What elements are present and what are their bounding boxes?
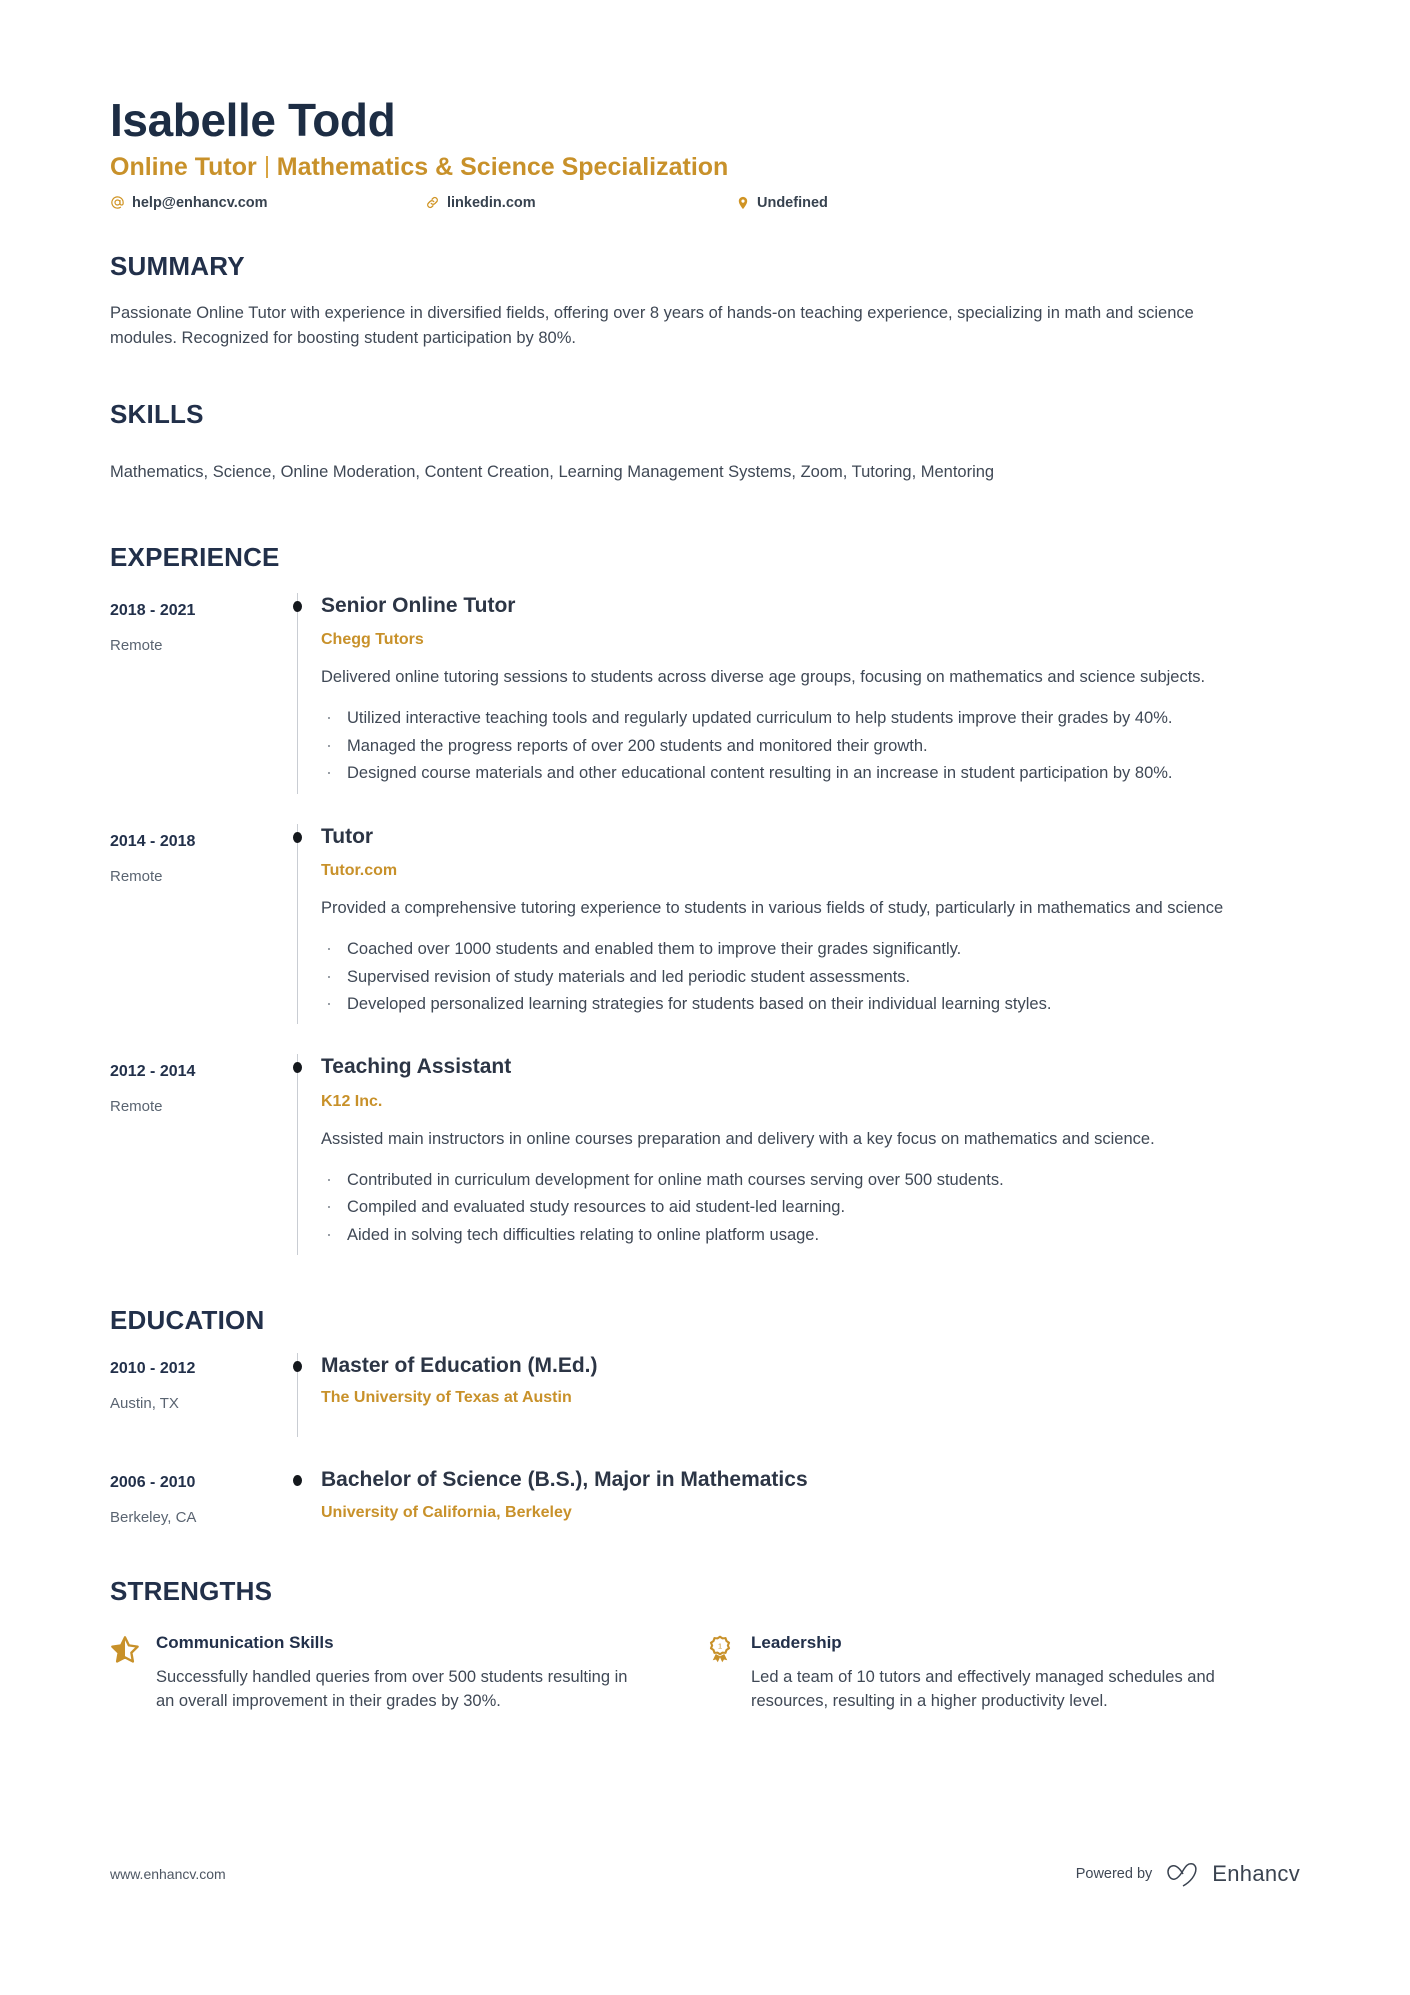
strength-description: Successfully handled queries from over 500 students resulting in an overall improvement in their grades by 30%. bbox=[156, 1667, 628, 1710]
experience-role: Teaching Assistant bbox=[321, 1055, 512, 1079]
summary-heading: SUMMARY bbox=[110, 250, 245, 281]
experience-dates: 2018 - 2021 bbox=[110, 601, 196, 619]
list-item: · Coached over 1000 students and enabled them to improve their grades significantly. bbox=[321, 937, 1300, 961]
list-item: · Developed personalized learning strategies for students based on their individual learning styles. bbox=[321, 992, 1300, 1016]
timeline-line bbox=[297, 1054, 298, 1255]
enhancv-mark-icon bbox=[1163, 1861, 1203, 1887]
strength-text-block bbox=[751, 1633, 1240, 1730]
strength-title: Leadership bbox=[751, 1633, 842, 1653]
powered-by-label: Powered by bbox=[1075, 1866, 1153, 1882]
education-body bbox=[321, 1467, 1300, 1526]
strength-description: Led a team of 10 tutors and effectively managed schedules and resources, resulting in a higher productivity level. bbox=[751, 1667, 1215, 1710]
education-body bbox=[321, 1353, 1300, 1437]
summary-section bbox=[110, 251, 1300, 351]
timeline-rail bbox=[285, 1353, 321, 1437]
powered-by-block bbox=[1076, 1861, 1300, 1887]
experience-dates: 2012 - 2014 bbox=[110, 1063, 196, 1081]
experience-entry bbox=[110, 593, 1300, 794]
contact-email[interactable] bbox=[110, 195, 425, 211]
timeline-dot bbox=[293, 1475, 302, 1486]
resume-header bbox=[110, 96, 1300, 211]
strengths-grid bbox=[110, 1633, 1300, 1730]
timeline-dot bbox=[293, 601, 302, 612]
education-heading: EDUCATION bbox=[110, 1305, 265, 1336]
experience-location: Remote bbox=[110, 867, 163, 885]
contact-location-text: Undefined bbox=[757, 194, 828, 211]
strengths-section bbox=[110, 1576, 1300, 1730]
experience-entry bbox=[110, 1054, 1300, 1255]
list-item: · Contributed in curriculum development for online math courses serving over 500 students. bbox=[321, 1168, 1300, 1192]
timeline-rail bbox=[285, 824, 321, 1025]
experience-description: Assisted main instructors in online courses preparation and delivery with a key focus on mathematics and science. bbox=[321, 1129, 1155, 1148]
education-location: Austin, TX bbox=[110, 1395, 179, 1413]
experience-body bbox=[321, 593, 1300, 794]
experience-list bbox=[110, 593, 1300, 1255]
summary-text: Passionate Online Tutor with experience in diversified fields, offering over 8 years of hands-on teaching experience, specializing in math and science modules. Recognized for boosting student participation by 80%. bbox=[110, 303, 1194, 347]
candidate-headline bbox=[110, 152, 1300, 182]
experience-role: Tutor bbox=[321, 824, 374, 848]
education-entry bbox=[110, 1353, 1300, 1437]
experience-dates: 2014 - 2018 bbox=[110, 832, 196, 850]
education-dates: 2010 - 2012 bbox=[110, 1360, 196, 1378]
svg-text:1: 1 bbox=[717, 1641, 723, 1651]
experience-company: K12 Inc. bbox=[321, 1092, 383, 1110]
timeline-dot bbox=[293, 1062, 302, 1073]
resume-content bbox=[110, 96, 1300, 1730]
experience-heading: EXPERIENCE bbox=[110, 541, 280, 572]
education-section bbox=[110, 1305, 1300, 1526]
experience-company: Chegg Tutors bbox=[321, 631, 424, 649]
experience-location: Remote bbox=[110, 636, 163, 654]
timeline-rail bbox=[285, 1054, 321, 1255]
education-degree: Master of Education (M.Ed.) bbox=[321, 1354, 598, 1378]
experience-meta bbox=[110, 593, 285, 794]
experience-section bbox=[110, 542, 1300, 1255]
award-ribbon-icon bbox=[705, 1633, 751, 1730]
strength-text-block bbox=[156, 1633, 645, 1730]
experience-body bbox=[321, 1054, 1300, 1255]
education-degree: Bachelor of Science (B.S.), Major in Mathematics bbox=[321, 1468, 808, 1492]
timeline-rail bbox=[285, 593, 321, 794]
education-list bbox=[110, 1353, 1300, 1526]
enhancv-logo bbox=[1163, 1861, 1300, 1887]
timeline-dot bbox=[293, 832, 302, 843]
half-star-icon bbox=[110, 1633, 156, 1730]
list-item: · Managed the progress reports of over 200 students and monitored their growth. bbox=[321, 734, 1300, 758]
location-pin-icon bbox=[735, 195, 750, 210]
timeline-dot bbox=[293, 1361, 302, 1372]
list-item: · Supervised revision of study materials and led periodic student assessments. bbox=[321, 965, 1300, 989]
strengths-heading: STRENGTHS bbox=[110, 1576, 273, 1607]
skills-section bbox=[110, 399, 1300, 485]
contact-linkedin-text: linkedin.com bbox=[447, 194, 536, 211]
contact-location bbox=[735, 195, 828, 211]
link-icon bbox=[425, 195, 440, 210]
education-entry bbox=[110, 1467, 1300, 1526]
headline-role: Online Tutor bbox=[110, 152, 257, 181]
timeline-rail bbox=[285, 1467, 321, 1526]
contact-email-text: help@enhancv.com bbox=[132, 194, 268, 211]
education-school: University of California, Berkeley bbox=[321, 1503, 572, 1521]
timeline-line bbox=[297, 593, 298, 794]
experience-bullets bbox=[321, 937, 1300, 1016]
list-item: · Designed course materials and other educational content resulting in an increase in student participation by 80%. bbox=[321, 761, 1300, 785]
skills-heading: SKILLS bbox=[110, 398, 204, 429]
education-dates: 2006 - 2010 bbox=[110, 1474, 196, 1492]
footer-website[interactable]: www.enhancv.com bbox=[110, 1866, 226, 1882]
list-item: · Utilized interactive teaching tools and regularly updated curriculum to help students improve their grades by 40%. bbox=[321, 706, 1300, 730]
education-meta bbox=[110, 1467, 285, 1526]
strength-item-leadership bbox=[705, 1633, 1300, 1730]
strength-title: Communication Skills bbox=[156, 1633, 334, 1653]
headline-specialization: Mathematics & Science Specialization bbox=[276, 152, 729, 181]
experience-description: Delivered online tutoring sessions to students across diverse age groups, focusing on mathematics and science subjects. bbox=[321, 668, 1206, 687]
education-location: Berkeley, CA bbox=[110, 1509, 197, 1527]
skills-text: Mathematics, Science, Online Moderation, Content Creation, Learning Management Systems, Zoom, Tutoring, Mentoring bbox=[110, 462, 995, 481]
timeline-line bbox=[297, 824, 298, 1025]
headline-divider bbox=[266, 156, 268, 178]
at-icon bbox=[110, 195, 125, 210]
candidate-name: Isabelle Todd bbox=[110, 94, 396, 146]
contact-row bbox=[110, 195, 1300, 211]
experience-bullets bbox=[321, 706, 1300, 785]
experience-bullets bbox=[321, 1168, 1300, 1247]
list-item: · Aided in solving tech difficulties relating to online platform usage. bbox=[321, 1223, 1300, 1247]
education-meta bbox=[110, 1353, 285, 1437]
strength-item-communication-skills bbox=[110, 1633, 705, 1730]
experience-entry bbox=[110, 824, 1300, 1025]
experience-meta bbox=[110, 1054, 285, 1255]
experience-body bbox=[321, 824, 1300, 1025]
list-item: · Compiled and evaluated study resources to aid student-led learning. bbox=[321, 1195, 1300, 1219]
contact-linkedin[interactable] bbox=[425, 195, 735, 211]
experience-meta bbox=[110, 824, 285, 1025]
experience-location: Remote bbox=[110, 1098, 163, 1116]
education-school: The University of Texas at Austin bbox=[321, 1389, 572, 1407]
page-footer bbox=[110, 1861, 1300, 1887]
experience-company: Tutor.com bbox=[321, 861, 398, 879]
experience-description: Provided a comprehensive tutoring experience to students in various fields of study, particularly in mathematics and science bbox=[321, 898, 1224, 917]
enhancv-wordmark: Enhancv bbox=[1212, 1861, 1300, 1886]
experience-role: Senior Online Tutor bbox=[321, 593, 516, 617]
